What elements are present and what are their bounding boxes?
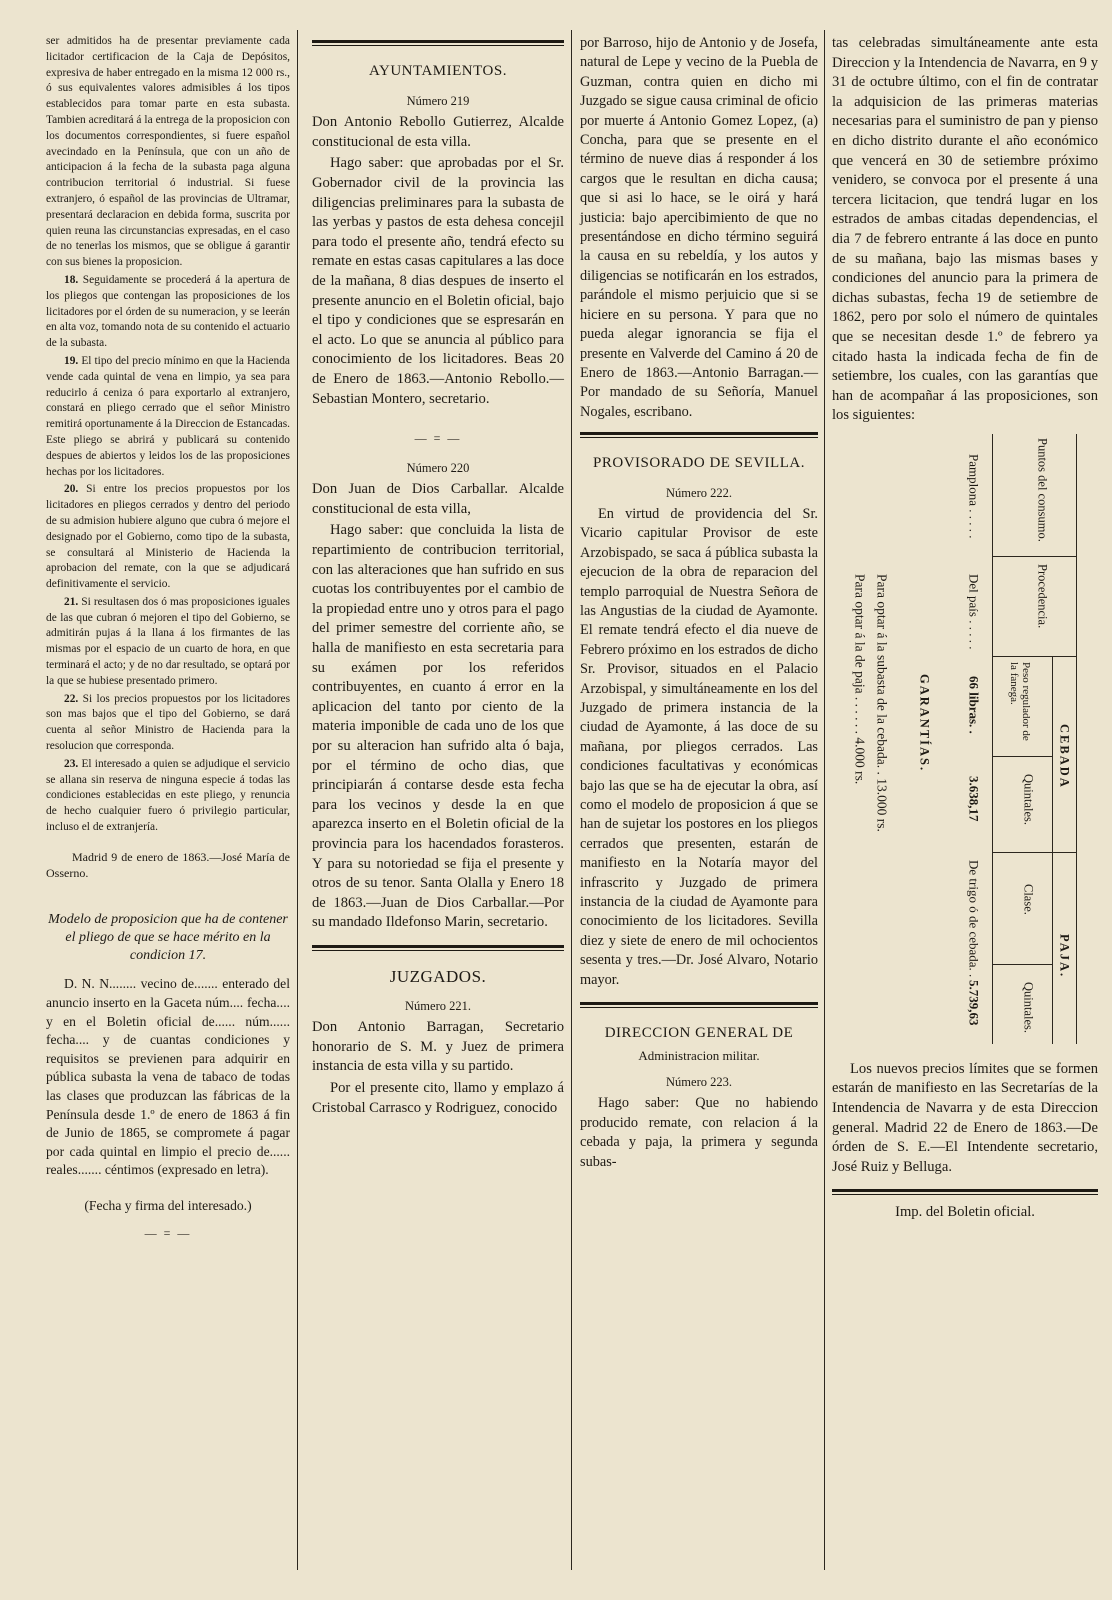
- notice-header: Don Antonio Rebollo Gutierrez, Alcalde constitucional de esta villa.: [312, 114, 564, 150]
- column-1: [46, 34, 290, 1254]
- column-2: [312, 34, 564, 1120]
- section-heading-direccion: DIRECCION GENERAL DE: [604, 1025, 794, 1042]
- modelo-title: Modelo de proposicion que ha de contener el pliego de que se hace mérito en la condicion 17.: [48, 912, 288, 964]
- paragraph: ser admitidos ha de presentar previamente cada licitador certificacion de la Caja de Depósitos, expresiva de haber entregado en la misma 12 000 rs., ó sus equivalentes valores admisibles á los tipos establecidos para tomar parte en esta subasta. Tambien acreditará á la entrega de la proposicion con los documentos correspondientes, si fuere español avecindado en la Península, que con un año de anticipacion á la fecha de la subasta paga alguna contribucion territorial ó industrial. Si fuese extranjero, ó español de las provincias de Ultramar, presentará declaracion en debida forma, suscrita por quien reuna las circunstancias expresadas, en el caso de no tenerlas los mismos, que se obligue á garantir con sus bienes la proposicion.: [46, 35, 290, 269]
- condition-19: 19. El tipo del precio mínimo en que la Hacienda vende cada quintal de vena en limpio, ya sea para reducirlo á ceniza ó para exportarlo al extranjero, constará en pliego cerrado que el señor Ministro remitirá oportunamente á la Direccion de Estancadas. Este pliego se abrirá y publicará su contenido despues de abiertos y leidos los de las proposiciones hechas por los licitadores.: [46, 354, 290, 478]
- section-rule: [580, 1002, 818, 1008]
- section-heading-juzgados: JUZGADOS.: [389, 966, 487, 986]
- section-rule: [312, 40, 564, 46]
- condition-21: 21. Si resultasen dos ó mas proposiciones iguales de las que cubran ó mejoren el tipo del Gobierno, se admitirán pujas á la llana á los firmantes de las mismas por el espacio de un cuarto de hora, en que terminará el acto; y de no dar resultado, se optará por la que se hubiese presentado primero.: [46, 595, 290, 687]
- garantia-cebada: Para optar á la subasta de la cebada. . 13.000 rs.: [874, 573, 890, 832]
- table-header-quintales: Quintales.: [1021, 773, 1036, 825]
- notice-body-continued: tas celebradas simultáneamente ante esta Direccion y la Intendencia de Navarra, en 9 y 31 de octubre último, con el fin de contratar la adquisicion de las primeras materias necesarias para el suministro de pan y pienso en dicho distrito durante el año económico que vencerá en 30 de setiembre próximo venidero, se convoca por el presente á una tercera licitacion, que tendrá lugar en los estrados de ambas citadas dependencias, el dia 7 de febrero entrante á las doce en punto de su mañana, bajo las mismas bases y condiciones del anuncio para la primera de dichas subastas, fecha 19 de setiembre de 1862, pero por solo el número de quintales que se necesitan desde 1.º de febrero ya citado hasta la indicada fecha de fin de setiembre, los cuales, con las garantías que han de acompañar á las proposiciones, son los siguientes:: [832, 35, 1098, 424]
- table-header-clase: Clase.: [1021, 883, 1036, 915]
- table-header-cebada: CEBADA: [1057, 723, 1072, 789]
- ornament: — = —: [144, 1225, 192, 1240]
- ornament: — = —: [414, 431, 462, 446]
- table-header-peso: Peso regulador de la fanega.: [1008, 661, 1032, 741]
- condition-18: 18. Seguidamente se procederá á la apertura de los pliegos que contengan las proposiciones de los licitadores por el órden de su numeracion, y se leerán en alta voz, tomando nota de su contenido el actuario de la subasta.: [46, 273, 290, 350]
- table-header-procedencia: Procedencia.: [1035, 563, 1050, 629]
- column-rule: [571, 30, 572, 1570]
- printer-imprint: Imp. del Boletin oficial.: [895, 1204, 1035, 1221]
- notice-body-continued: por Barroso, hijo de Antonio y de Josefa, natural de Lepe y vecino de la Puebla de Guzman, contra quien en dicho mi Juzgado se sigue causa criminal de oficio por muerte á Antonio Gomez Lopez, (a) Concha, para que se presente en el término de nueve dias á responder á los cargos que le resultan en dicha causa; que si asi lo hace, se le oirá y hará justicia: bajo apercibimiento de que no presentándose en dicho término seguirá la causa en su rebeldía, y los autos y diligencias se notificarán en los estrados, parándole el mismo perjuicio que si se hiciere en su persona. Y para que no pueda alegar ignorancia se fija el presente en Valverde del Camino á 20 de Enero de 1863.—Antonio Barragan.—Por mandado de su Señoría, Manuel Nogales, escribano.: [580, 35, 818, 420]
- notice-number: Número 221.: [405, 998, 471, 1013]
- table-rule: [1076, 434, 1077, 1044]
- section-rule: [312, 945, 564, 951]
- section-heading-provisorado: PROVISORADO DE SEVILLA.: [593, 455, 805, 472]
- condition-22: 22. Si los precios propuestos por los licitadores son mas bajos que el tipo del Gobierno, se dará cuenta al señor Ministro de Hacienda para la resolucion que corresponda.: [46, 692, 290, 753]
- table-rule: [992, 434, 993, 1044]
- table-cell-clase: De trigo ó de cebada. .: [966, 859, 982, 978]
- table-header-quintales-paja: Quintales.: [1021, 981, 1036, 1033]
- table-header-puntos: Puntos del consumo.: [1035, 437, 1050, 542]
- notice-closing: Los nuevos precios límites que se formen estarán de manifiesto en las Secretarías de la Intendencia de Navarra y de esta Direccion general. Madrid 22 de Enero de 1863.—De órden de S. E.—El Intendente secretario, José Ruiz y Belluga.: [832, 1060, 1098, 1175]
- column-3: [580, 34, 818, 1174]
- table-header-paja: PAJA.: [1057, 933, 1072, 979]
- notice-number: Número 220: [406, 460, 470, 475]
- column-4: [832, 34, 1098, 1223]
- table-rule: [992, 852, 1076, 853]
- section-heading-ayuntamientos: AYUNTAMIENTOS.: [369, 63, 507, 79]
- table-rule: [992, 964, 1052, 965]
- supply-table: [832, 434, 1098, 1054]
- table-cell-punto: Pamplona . . . . .: [966, 453, 982, 539]
- table-cell-procedencia: Del país . . . . .: [966, 573, 982, 650]
- condition-20: 20. Si entre los precios propuestos por los licitadores en pliegos cerrados y dentro del periodo de su admision hubiere alguno que cubra ó mejore el designado por el Gobierno, como tipo de la subasta, se consultará al Ministerio de Hacienda la aprobacion del remate, con la que se adjudicará definitivamente el servicio.: [46, 483, 290, 591]
- notice-body: Hago saber: que aprobadas por el Sr. Gobernador civil de la provincia las diligencias preliminares para la subasta de las yerbas y pastos de esta dehesa concejil para todo el presente año, tendrá efecto su remate en estas casas capitulares a las doce de la mañana, 8 dias despues de inserto el presente anuncio en el Boletin oficial, bajo el tipo y condiciones que se espresarán en el acto. Lo que se anuncia al público para conocimiento de los licitadores. Beas 20 de Enero de 1863.—Antonio Rebollo.—Sebastian Montero, secretario.: [312, 155, 564, 407]
- notice-number: Número 219: [406, 93, 470, 108]
- table-cell-quintales: 3.638,17: [966, 775, 982, 822]
- dateline: Madrid 9 de enero de 1863.—José María de Osserno.: [46, 849, 290, 880]
- table-rule: [1052, 656, 1053, 1044]
- section-subheading: Administracion militar.: [638, 1047, 760, 1063]
- column-rule: [297, 30, 298, 1570]
- column-rule: [824, 30, 825, 1570]
- table-rule: [992, 656, 1076, 657]
- section-rule: [580, 432, 818, 438]
- notice-body: Hago saber: que concluida la lista de repartimiento de contribucion territorial, con las alteraciones que han sufrido en sus cuotas los contribuyentes por el cambio de la propiedad entre uno y otros para el pago del primer semestre del corriente año, se halla de manifiesto en esta secretaria para su exámen por los referidos contribuyentes, en cuanto á error en la aplicacion del tanto por ciento de la materia imponible de cada uno de los que por su alteracion han sufrido alta ó baja, por el término de ocho dias, que principiarán á contarse desde esta fecha para los vecinos y desde la en que aparezca inserto en el Boletin oficial de la provincia para los hacendados forasteros. Y para su notoriedad se fija el presente y otros de su tenor. Santa Olalla y Enero 18 de 1863.—Juan de Dios Carballar.—Por su mandado Ildefonso Marin, secretario.: [312, 522, 564, 931]
- table-cell-quintales-paja: 5.739,63: [966, 979, 982, 1026]
- notice-body: Hago saber: Que no habiendo producido remate, con relacion á la cebada y paja, la primera y segunda subas-: [580, 1095, 818, 1170]
- condition-23: 23. El interesado a quien se adjudique el servicio se allana sin reserva de ninguna especie á todas las condiciones establecidas en este pliego, y renuncia de hecho cualquier fuero ó privilegio particular, incluso el de extranjería.: [46, 757, 290, 834]
- notice-number: Número 223.: [666, 1074, 732, 1089]
- signature-note: (Fecha y firma del interesado.): [84, 1197, 252, 1213]
- notice-body: Por el presente cito, llamo y emplazo á Cristobal Carrasco y Rodriguez, conocido: [312, 1079, 564, 1116]
- modelo-body: D. N. N........ vecino de....... enterado del anuncio inserto en la Gaceta núm.... fecha.... y en el Boletin oficial de...... núm...... fecha.... y de cuantas condiciones y requisitos se previenen para adquirir en pública subasta la vena de tabaco de todas las clases que produzcan las fábricas de la Península desde 1.º de enero de 1863 á fin de Junio de 1865, se compromete á pagar por cada quintal en limpio el precio de...... reales....... céntimos (expresado en letra).: [46, 976, 290, 1178]
- section-rule: [832, 1189, 1098, 1195]
- garantias-heading: GARANTÍAS.: [917, 673, 932, 773]
- garantia-paja: Para optar á la de paja . . . . . . 4.000 rs.: [852, 573, 868, 785]
- table-rule: [992, 556, 1076, 557]
- table-cell-peso: 66 libras. .: [966, 675, 982, 734]
- notice-number: Número 222.: [666, 485, 732, 500]
- notice-body: En virtud de providencia del Sr. Vicario capitular Provisor de este Arzobispado, se saca á pública subasta la ejecucion de la obra de reparacion del templo parroquial de Nuestra Señora de las Angustias de la ciudad de Ayamonte. El remate tendrá efecto el dia nueve de Febrero próximo en los estrados de dicho Sr. Provisor, situados en el Palacio Arzobispal, y simultáneamente en los del Juzgado de primera instancia de la ciudad de Ayamonte, á las doce de su mañana, por pliegos cerrados. Las condiciones facultativas y económicas bajo las que se ha de ejecutar la obra, así como el modelo de proposicion á que se han de sujetar los postores en los pliegos cerrados que presenten, estarán de manifiesto en la Notaría mayor del infrascrito y Juzgado de primera instancia de la ciudad de Ayamonte para conocimiento de los licitadores. Sevilla diez y siete de enero de mil ochocientos sesenta y tres.—Dr. José Alvaro, Notario mayor.: [580, 505, 818, 988]
- notice-header: Don Antonio Barragan, Secretario honorario de S. M. y Juez de primera instancia de esta villa y su partido.: [312, 1019, 564, 1075]
- notice-header: Don Juan de Dios Carballar. Alcalde constitucional de esta villa,: [312, 481, 564, 517]
- table-rule: [992, 756, 1052, 757]
